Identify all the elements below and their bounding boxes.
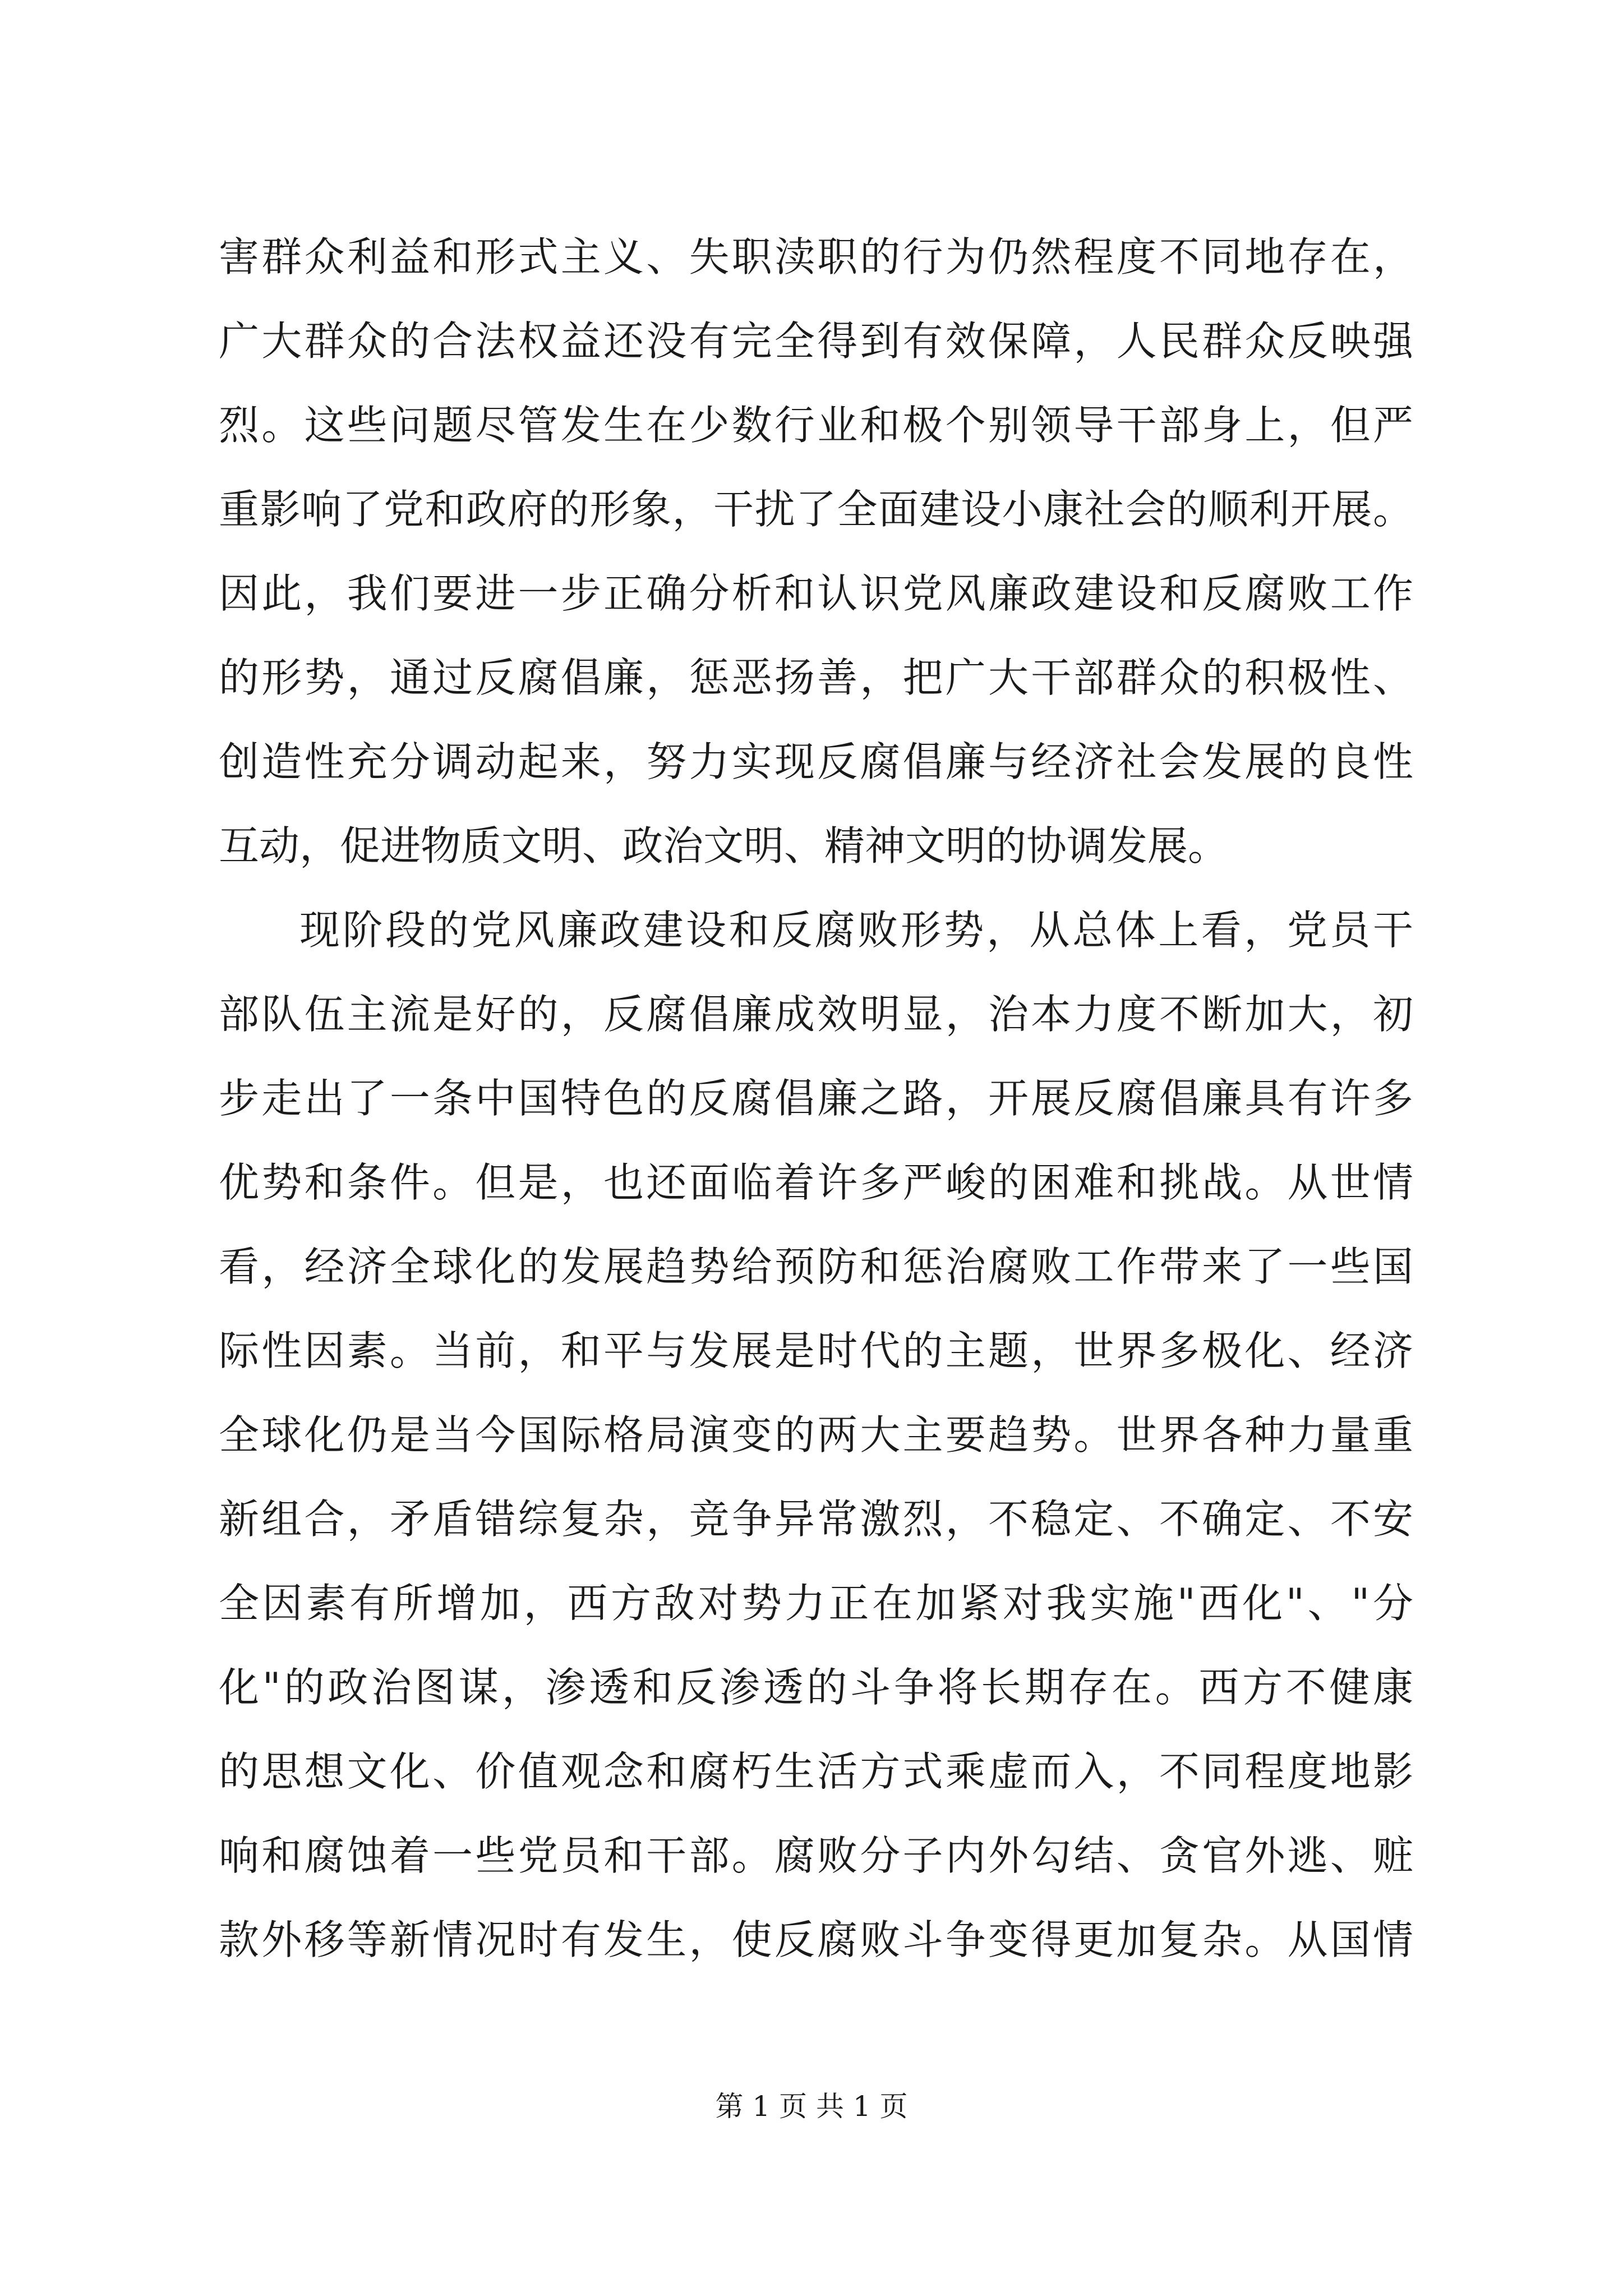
text-line: 响和腐蚀着一些党员和干部。腐败分子内外勾结、贪官外逃、赃 xyxy=(219,1832,1413,1879)
text-line: 款外移等新情况时有发生，使反腐败斗争变得更加复杂。从国情 xyxy=(219,1916,1413,1963)
paragraph-1 xyxy=(219,215,1413,888)
text-line: 害群众利益和形式主义、失职渎职的行为仍然程度不同地存在， xyxy=(219,233,1413,280)
text-line: 的形势，通过反腐倡廉，惩恶扬善，把广大干部群众的积极性、 xyxy=(219,654,1413,701)
text-line: 互动，促进物质文明、政治文明、精神文明的协调发展。 xyxy=(219,822,1229,869)
text-line: 烈。这些问题尽管发生在少数行业和极个别领导干部身上，但严 xyxy=(219,402,1413,449)
text-line: 重影响了党和政府的形象，干扰了全面建设小康社会的顺利开展。 xyxy=(219,486,1413,533)
page-number-label: 第 1 页 共 1 页 xyxy=(715,2090,908,2123)
text-line: 看，经济全球化的发展趋势给预防和惩治腐败工作带来了一些国 xyxy=(219,1243,1413,1290)
text-line: 部队伍主流是好的，反腐倡廉成效明显，治本力度不断加大，初 xyxy=(219,991,1413,1038)
text-line: 现阶段的党风廉政建设和反腐败形势，从总体上看，党员干 xyxy=(299,907,1413,954)
text-line: 新组合，矛盾错综复杂，竞争异常激烈，不稳定、不确定、不安 xyxy=(219,1496,1413,1543)
document-body xyxy=(219,215,1413,1982)
text-line: 创造性充分调动起来，努力实现反腐倡廉与经济社会发展的良性 xyxy=(219,738,1413,785)
text-line: 全球化仍是当今国际格局演变的两大主要趋势。世界各种力量重 xyxy=(219,1411,1413,1458)
text-line: 因此，我们要进一步正确分析和认识党风廉政建设和反腐败工作 xyxy=(219,570,1413,617)
text-line: 化"的政治图谋，渗透和反渗透的斗争将长期存在。西方不健康 xyxy=(219,1664,1413,1711)
text-line: 际性因素。当前，和平与发展是时代的主题，世界多极化、经济 xyxy=(219,1327,1413,1374)
text-line: 步走出了一条中国特色的反腐倡廉之路，开展反腐倡廉具有许多 xyxy=(219,1075,1413,1122)
page-footer xyxy=(0,2090,1623,2123)
text-line: 全因素有所增加，西方敌对势力正在加紧对我实施"西化"、"分 xyxy=(219,1580,1413,1627)
paragraph-2 xyxy=(219,888,1413,1982)
text-line: 优势和条件。但是，也还面临着许多严峻的困难和挑战。从世情 xyxy=(219,1159,1413,1206)
text-line: 广大群众的合法权益还没有完全得到有效保障，人民群众反映强 xyxy=(219,318,1413,365)
text-line: 的思想文化、价值观念和腐朽生活方式乘虚而入，不同程度地影 xyxy=(219,1748,1413,1795)
